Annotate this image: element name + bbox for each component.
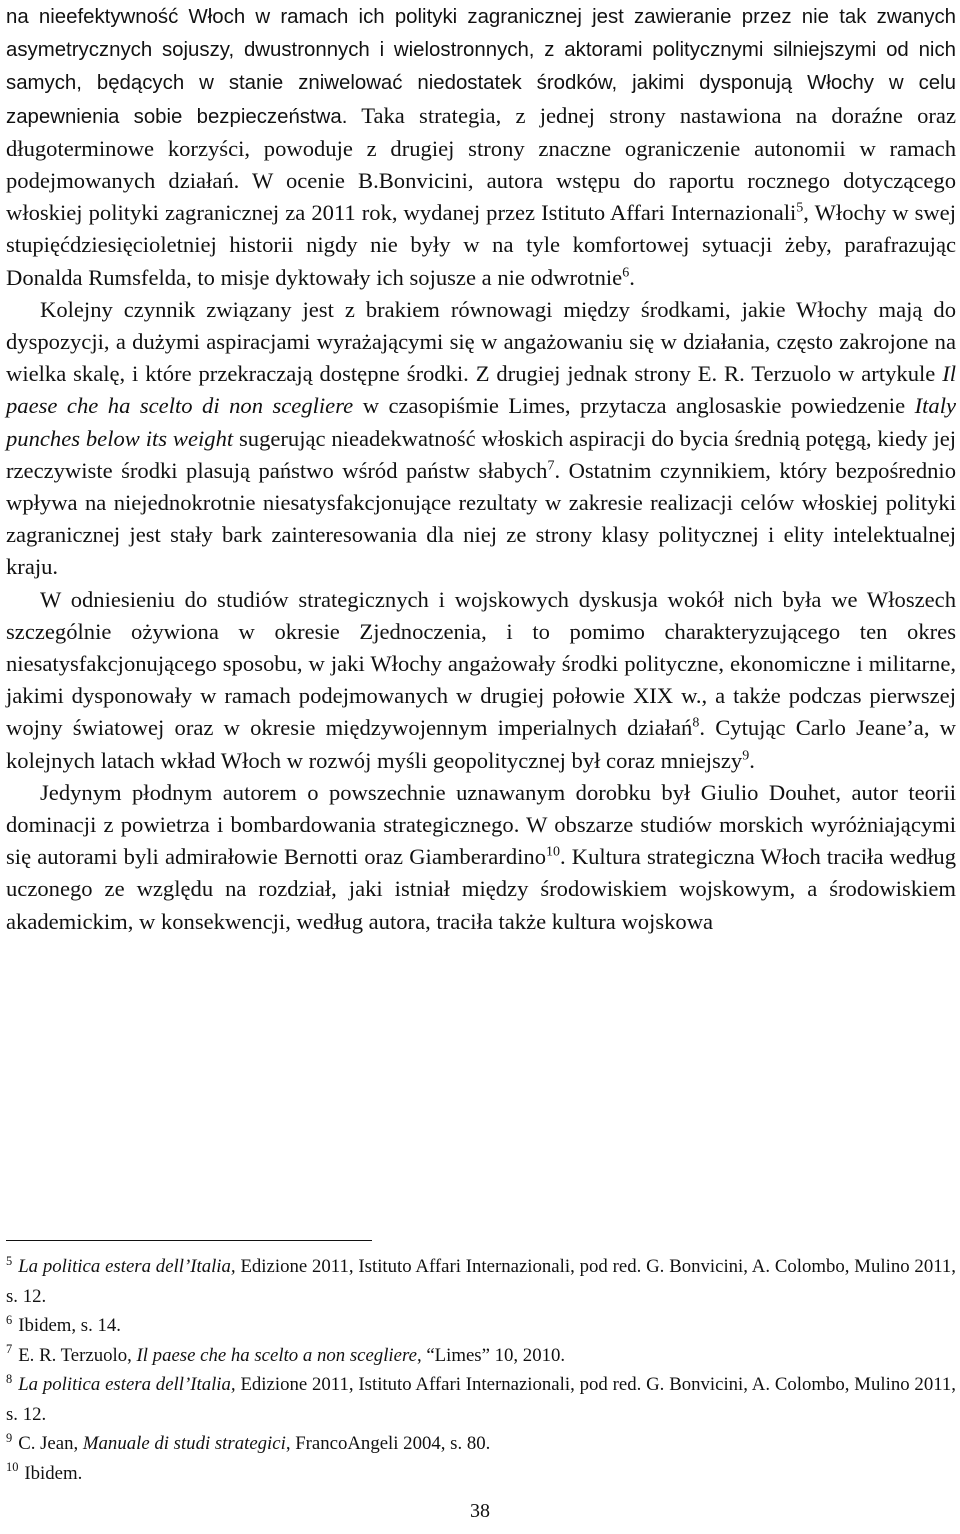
- paragraph-text: W odniesieniu do studiów strategicznych i wojskowych dyskusja wokół nich była we Włoszech szczególnie ożywiona w okresie Zjednoczenia, i to pomimo charakteryzującego ten okres niesatysfakcjonującego sposobu, w jaki Włochy angażowały środki polityczne, ekonomiczne i militarne, jakimi dysponowały w ramach podejmowanych w drugiej połowie XIX w., a także podczas pierwszej wojny światowej oraz w okresie międzywojennym imperialnych działań: [6, 586, 956, 741]
- paragraph-text: .: [749, 747, 755, 773]
- paragraph-2: [6, 294, 956, 584]
- paragraph-text: sugerując nieadekwatność włoskich aspiracji do bycia średnią potęgą, kiedy jej rzeczywiste środki plasują państwo wśród państw słabych: [6, 425, 956, 483]
- paragraph-text: Jedynym płodnym autorem o powszechnie uznawanym dorobku był Giulio Douhet, autor teorii dominacji z powietrza i bombardowania strategicznego. W obszarze studiów morskich wyróżniającymi się autorami byli admirałowie Bernotti oraz Giamberardino: [6, 779, 956, 870]
- footnote-text: Edizione 2011, Istituto Affari Internazionali, pod red. G. Bonvicini, A. Colombo, Mulino 2011, s. 12.: [6, 1256, 956, 1307]
- footnote-ref[interactable]: 7: [547, 458, 555, 474]
- footnote-5: [6, 1252, 956, 1311]
- footnote-italic: La politica estera dell’Italia,: [18, 1374, 236, 1395]
- document-page: [6, 0, 957, 1484]
- footnote-ref[interactable]: 5: [796, 200, 804, 216]
- footnote-ref[interactable]: 8: [692, 715, 700, 731]
- paragraph-text: . Ostatnim czynnikiem, który bezpośrednio wpływa na niejednokrotnie niesatysfakcjonujące rezultaty w zakresie realizacji celów włoskiej polityki zagranicznej jest stały bark zainteresowania dla niej ze strony klasy politycznej i elity intelektualnej kraju.: [6, 457, 956, 580]
- footnote-number: 5: [6, 1253, 13, 1268]
- footnote-text: E. R. Terzuolo,: [18, 1344, 137, 1366]
- paragraph-text: w czasopiśmie Limes, przytacza anglosaskie powiedzenie: [353, 393, 915, 419]
- paragraph-text: , Włochy w swej stupięćdziesięcioletniej historii nigdy nie były w na tyle komfortowej sytuacji żeby, parafrazując Donalda Rumsfelda, to misje dyktowały ich sojusze a nie odwrotnie: [6, 200, 956, 290]
- footnote-number: 9: [6, 1430, 13, 1445]
- footnote-6: [6, 1311, 956, 1341]
- paragraph-text: . Cytując Carlo Jeane’a, w kolejnych latach wkład Włoch w rozwój myśli geopolitycznej był coraz mniejszy: [6, 715, 956, 773]
- footnote-ref[interactable]: 10: [546, 844, 560, 860]
- footnote-italic: Manuale di studi strategici: [82, 1433, 286, 1454]
- footnote-8: [6, 1370, 956, 1429]
- footnote-text: Ibidem.: [24, 1462, 83, 1484]
- paragraph-text: . Kultura strategiczna Włoch traciła według uczonego ze względu na rozdział, jaki istniał między środowiskiem wojskowym, a środowiskiem akademickim, w konsekwencji, według autora, traciła także kultura wojskowa: [6, 844, 957, 934]
- footnote-text: , FrancoAngeli 2004, s. 80.: [285, 1433, 491, 1454]
- footnote-ref[interactable]: 6: [622, 265, 630, 281]
- paragraph-4: [6, 777, 956, 938]
- page-number: 38: [470, 1500, 490, 1522]
- main-text: [6, 0, 956, 938]
- paragraph-text: na nieefektywność Włoch w ramach ich polityki zagranicznej jest zawieranie przez nie tak zwanych asymetrycznych sojuszy, dwustronnych i wielostronnych, z aktorami politycznymi silniejszymi od nich samych, będących w stanie zniwelować niedostatek środków, jakimi dysponują Włochy w celu zapewnienia sobie bezpieczeństwa.: [6, 6, 956, 128]
- paragraph-3: [6, 584, 956, 777]
- footnote-number: 7: [6, 1342, 13, 1357]
- footnotes: [6, 1252, 956, 1488]
- footnote-text: , “Limes” 10, 2010.: [416, 1344, 566, 1366]
- footnote-number: 10: [6, 1460, 19, 1475]
- footnote-7: [6, 1341, 956, 1371]
- footnote-ref[interactable]: 9: [742, 748, 750, 764]
- footnote-number: 8: [6, 1371, 13, 1386]
- paragraph-1: [6, 0, 956, 294]
- footnote-10: [6, 1459, 956, 1489]
- footnote-text: C. Jean,: [18, 1433, 83, 1454]
- article-title: Il paese che ha scelto di non scegliere: [6, 361, 956, 419]
- footnote-italic: La politica estera dell’Italia,: [18, 1256, 236, 1277]
- footnote-text: Ibidem, s. 14.: [18, 1315, 121, 1336]
- footnote-separator: [6, 1240, 372, 1241]
- footnote-number: 6: [6, 1312, 13, 1327]
- paragraph-text: Kolejny czynnik związany jest z brakiem równowagi między środkami, jakie Włochy mają do dyspozycji, a dużymi aspiracjami wyrażającymi się w angażowaniu się w działania, często zakrojone na wielka skalę, i które przekraczają dostępne środki. Z drugiej jednak strony E. R. Terzuolo w artykule: [6, 296, 956, 387]
- paragraph-text: Taka strategia, z jednej strony nastawiona na doraźne oraz długoterminowe korzyści, powoduje z drugiej strony znaczne ograniczenie autonomii w ramach podejmowanych działań. W ocenie B.Bonvicini, autora wstępu do raportu rocznego dotyczącego włoskiej polityki zagranicznej za 2011 rok, wydanej przez Istituto Affari Internazionali: [6, 102, 956, 226]
- quoted-phrase: Italy punches below its weight: [6, 393, 956, 451]
- footnote-9: [6, 1429, 956, 1459]
- paragraph-text: .: [629, 264, 635, 290]
- footnote-text: Edizione 2011, Istituto Affari Internazionali, pod red. G. Bonvicini, A. Colombo, Mulino 2011, s. 12.: [6, 1374, 956, 1425]
- footnote-italic: Il paese che ha scelto a non scegliere: [136, 1344, 417, 1366]
